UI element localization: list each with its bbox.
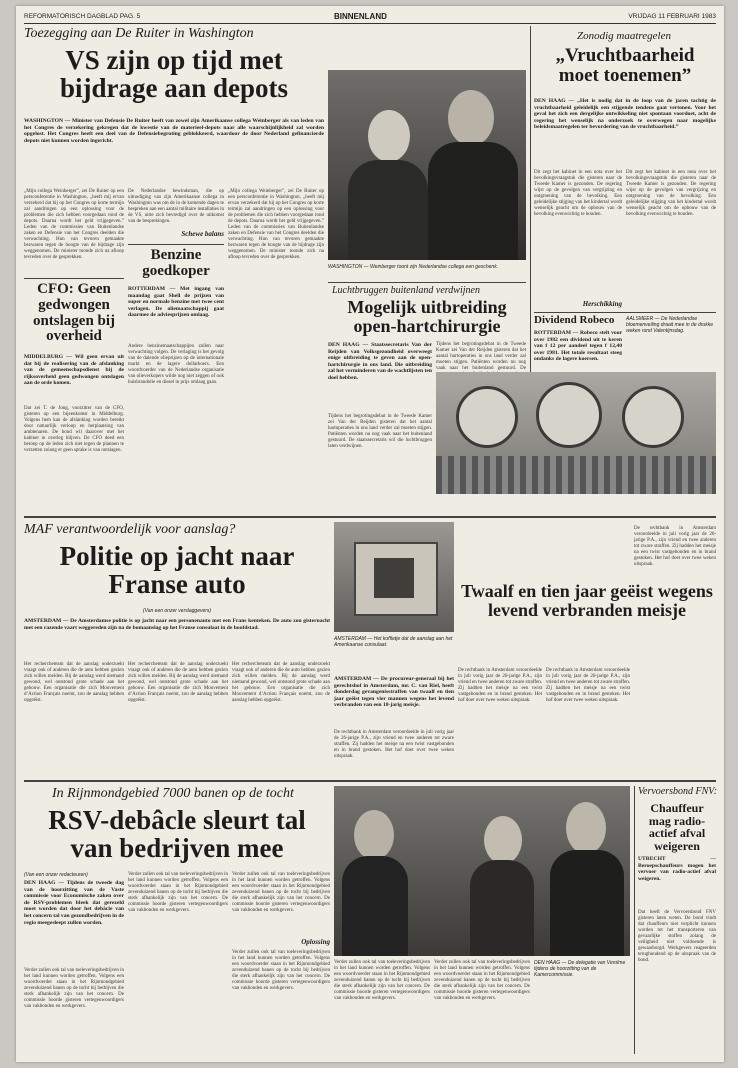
afval-lead: UTRECHT — Beroepschauffeurs mogen het vervoer van radio-actief afval weigeren.: [638, 856, 716, 882]
newspaper-page: [16, 6, 724, 1062]
meisje-body-4: De rechtbank in Amsterdam veroordeelde in juli vorig jaar de 26-jarige P.A., zijn vriend en twee anderen tot zware straffen. Zij hadden het meisje na een twist vastgebonden en in brand gestoken. Het hof doet over twee weken uitspraak.: [634, 526, 716, 567]
photo-hearing: [334, 786, 630, 956]
vrucht-body: Dit zegt het kabinet in een nota over het bevolkingsvraagstuk die gisteren naar de Tweede Kamer is gezonden. De regering wijst op de gevolgen van vergrijzing en ontgroening van de bevolking. Een geleidelijke stijging van het kindertal wordt wenselijk geacht om de opbouw van de bevolking evenwichtig te houden.: [534, 170, 622, 217]
photo-consulate-caption: AMSTERDAM — Het koffietje dat de aanslag aan het Amerikaanse consulaat.: [334, 636, 453, 648]
cfo-lead: MIDDELBURG — Wil geen ervan uit dat bij de realisering van de afslanking van de gemeenschapsdienst bij de rijksoverheid geen gedwongen ontslagen aan de orde komen.: [24, 354, 124, 387]
maf-body-3: Het rechercheteam dat de aanslag onderzoekt vraagt ook of anderen die de auto hebben gezien zich willen melden. Bij de aanslag werd niemand gewond, wel ontstond grote schade aan het gebouw. Een organisatie die zich Mouvement d’Action Français noemt, zou de aanslag hebben opgeëist.: [232, 662, 330, 703]
depots-subhead: Schewe balans: [181, 230, 224, 238]
header-date: VRIJDAG 11 FEBRUARI 1983: [628, 13, 716, 20]
cfo-body: Dat zei T. de Jong, voorzitter van de CFO, gisteren op een bijeenkomst in Middelburg. Volgens hem kan de afslanking worden bereikt door natuurlijk verloop en herplaatsing van ambtenaren. De bond wil daarover met het kabinet in overleg blijven. De CFO deed een beroep op de leden zich niet tegen de plannen te verzetten zolang er geen sprake is van ontslagen.: [24, 406, 124, 453]
header-section: BINNENLAND: [334, 12, 387, 21]
depots-headline: VS zijn op tijd met bijdrage aan depots: [59, 45, 289, 104]
meisje-headline: Twaalf en tien jaar geëist wegens levend verbranden meisje: [461, 581, 713, 620]
aalsmeer-caption: AALSMEER — De Nederlandse bloemenveiling draait mee in de drukke weken rond Valentijnsdag.: [626, 316, 713, 334]
depots-body-2: De Nederlandse bewindsman, die op uitnodiging van zijn Amerikaanse collega in Washington was om de in de komende dagen te bespreken aan een aantal militaire installaties in de VS, uitte zich bevredigd over de uitkomst van de besprekingen.: [128, 189, 224, 224]
vrucht-headline: „Vruchtbaarheid moet toenemen”: [555, 45, 695, 86]
benzine-headline: Benzine goedkoper: [142, 247, 210, 279]
rsv-body-2: Verder zullen ook tal van toeleveringsbedrijven in het land kunnen worden getroffen. Volgens een woordvoerder staan in het Rijnmondgebied zevenduizend banen op de tocht bij bedrijven die sterk afhankelijk zijn van het concern. De commissie hoorde gisteren vertegenwoordigers van vakbonden en werkgevers.: [128, 872, 228, 913]
rsv-body-4: Verder zullen ook tal van toeleveringsbedrijven in het land kunnen worden getroffen. Volgens een woordvoerder staan in het Rijnmondgebied zevenduizend banen op de tocht bij bedrijven die sterk afhankelijk zijn van het concern. De commissie hoorde gisteren vertegenwoordigers van vakbonden en werkgevers.: [232, 950, 330, 991]
meisje-body-2: De rechtbank in Amsterdam veroordeelde in juli vorig jaar de 26-jarige P.A., zijn vriend en twee anderen tot zware straffen. Zij hadden het meisje na een twist vastgebonden en in brand gestoken. Het hof doet over twee weken uitspraak.: [458, 668, 542, 703]
robeco-headline: Dividend Robeco: [534, 314, 615, 326]
photo-weinberger: [328, 70, 526, 260]
vrucht-lead: DEN HAAG — „Het is nodig dat in de loop van de jaren tachtig de vruchtbaarheid geleidelijk een stijgende tendens gaat vertonen. Voor het geval het zich een dergelijke ontwikkeling niet spontaan voordoet, acht de regering het wenselijk na onderzoek te overwegen naar mogelijke beleidsmaatregelen ter bevordering van de vruchtbaarheid.”: [534, 98, 716, 131]
cfo-headline: CFO: Geen gedwongen ontslagen bij overheid: [32, 281, 116, 345]
maf-kicker: MAF verantwoordelijk voor aanslag?: [24, 522, 236, 537]
maf-lead: AMSTERDAM — De Amsterdamse politie is op jacht naar een personenauto met een Frans kenteken. De auto zou gisternacht met een razende vaart weggereden zijn na de bomaanslag op het Franse consulaat in de hoofdstad.: [24, 618, 330, 631]
hart-body-2: Tijdens het begrotingsdebat in de Tweede Kamer zei Van der Reijden gisteren dat het aantal hartoperaties in ons land verder zal moeten stijgen. Patiënten worden nu nog vaak naar het buitenland gestuurd. De: [436, 342, 526, 371]
depots-body-3: „Mijn collega Weinberger”, zei De Ruiter op een persconferentie in Washington, „heeft mij ervan verzekerd dat hij op het Congres op korte termijn zal aandringen op een oplossing voor de problemen die zich hebben voorgedaan rond de depots. Daarna wordt het geld vrijgegeven.” Leden van de commissies van Buitenlandse zaken en Defensie van het Congres deelden die verwachting. Hun van tevoren gemaakte bezwaren tegen de hoogte van de bijdrage zijn weggenomen. De minister toonde zich na afloop tevreden over de gesprekken.: [228, 189, 324, 260]
rsv-lead: DEN HAAG — Tijdens de tweede dag van de hoorzitting van de Vaste commissie voor Economische zaken over de RSV-problemen bleek dat gerezeld moet worden dat door het debâcle van het concern tal van gezondbedrijven in de regio meegesleept zullen worden.: [24, 880, 124, 926]
photo-weinberger-caption: WASHINGTON — Weinberger toont zijn Nederlandse collega een geschenk.: [328, 264, 499, 270]
hart-body: Tijdens het begrotingsdebat in de Tweede Kamer zei Van der Reijden gisteren dat het aantal hartoperaties in ons land verder zal moeten stijgen. Patiënten worden nu nog vaak naar het buitenland gestuurd. De staatssecretaris wil die luchtbruggen laten verdwijnen.: [328, 414, 432, 449]
afval-body: Dat heeft de Vervoersbond FNV gisteren laten weten. De bond vindt dat chauffeurs niet verplicht kunnen worden tot het transporteren van gevaarlijke stoffen zolang de veiligheid niet voldoende is gewaarborgd. Werkgevers reageerden terughoudend op de uitspraak van de bond.: [638, 910, 716, 963]
depots-kicker: Toezegging aan De Ruiter in Washington: [24, 26, 254, 41]
meisje-body-3: De rechtbank in Amsterdam veroordeelde in juli vorig jaar de 26-jarige P.A., zijn vriend en twee anderen tot zware straffen. Zij hadden het meisje na een twist vastgebonden en in brand gestoken. Het hof doet over twee weken uitspraak.: [546, 668, 630, 703]
header-left: REFORMATORISCH DAGBLAD PAG. 5: [24, 13, 141, 20]
meisje-lead: AMSTERDAM — De procureur-generaal bij het gerechtshof in Amsterdam, mr. C. van Riel, heeft donderdag gevangenisstraffen van twaalf en tien jaar geëist tegen vier mannen wegens het levend verbranden van een 18-jarig meisje.: [334, 676, 454, 709]
hart-headline: Mogelijk uitbreiding open-hartchirurgie: [347, 297, 507, 336]
maf-credit: (Van een onzer verslaggevers): [142, 608, 212, 614]
rsv-body: Verder zullen ook tal van toeleveringsbedrijven in het land kunnen worden getroffen. Volgens een woordvoerder staan in het Rijnmondgebied zevenduizend banen op de tocht bij bedrijven die sterk afhankelijk zijn van het concern. De commissie hoorde gisteren vertegenwoordigers van vakbonden en werkgevers.: [24, 968, 124, 1009]
vrucht-subhead: Herschikking: [582, 300, 622, 308]
maf-headline: Politie op jacht naar Franse auto: [59, 541, 295, 600]
rsv-headline: RSV-debâcle sleurt tal van bedrijven mee: [48, 805, 306, 864]
depots-body: „Mijn collega Weinberger”, zei De Ruiter op een persconferentie in Washington, „heeft mij ervan verzekerd dat hij op het Congres op korte termijn zal aandringen op een oplossing voor de problemen die zich hebben voorgedaan rond de depots. Daarna wordt het geld vrijgegeven.” Leden van de commissies van Buitenlandse zaken en Defensie van het Congres deelden die verwachting. Hun van tevoren gemaakte bezwaren tegen de hoogte van de bijdrage zijn weggenomen. De minister toonde zich na afloop tevreden over de gesprekken.: [24, 189, 124, 260]
hart-kicker: Luchtbruggen buitenland verdwijnen: [332, 285, 480, 296]
vrucht-kicker: Zonodig maatregelen: [577, 30, 671, 42]
rsv-body-3: Verder zullen ook tal van toeleveringsbedrijven in het land kunnen worden getroffen. Volgens een woordvoerder staan in het Rijnmondgebied zevenduizend banen op de tocht bij bedrijven die sterk afhankelijk zijn van het concern. De commissie hoorde gisteren vertegenwoordigers van vakbonden en werkgevers.: [232, 872, 330, 913]
rsv-subhead: Oplossing: [301, 938, 330, 946]
afval-headline: Chauffeur mag radio-actief afval weigeren: [648, 801, 706, 853]
depots-lead: WASHINGTON — Minister van Defensie De Ruiter heeft van zowel zijn Amerikaanse collega Weinberger als van leden van het Congres de verzekering gekregen dat de kwestie van de materieel-depots naar alle waarschijnlijkheid zal worden opgelost. Het Congres heeft een deel van de Defensiebegroting geblokkeerd, waardoor de door Nederland gefinancierde depots niet kunnen worden ingericht.: [24, 118, 324, 144]
rsv-body-6: Verder zullen ook tal van toeleveringsbedrijven in het land kunnen worden getroffen. Volgens een woordvoerder staan in het Rijnmondgebied zevenduizend banen op de tocht bij bedrijven die sterk afhankelijk zijn van het concern. De commissie hoorde gisteren vertegenwoordigers van vakbonden en werkgevers.: [434, 960, 530, 1001]
afval-kicker: Vervoersbond FNV:: [638, 786, 718, 797]
hart-lead: DEN HAAG — Staatssecretaris Van der Reijden van Volksgezondheid overweegt enige uitbreiding te geven aan de open-hartchirurgie in ons land. Die uitbreiding zal het verminderen van de wachtlijsten ten doel hebben.: [328, 342, 432, 381]
photo-consulate: [334, 522, 454, 632]
rsv-credit: (Van een onzer redacteuren): [24, 872, 88, 878]
photo-auction: [436, 372, 716, 494]
page-header: [24, 10, 716, 24]
vrucht-body-2: Dit zegt het kabinet in een nota over het bevolkingsvraagstuk die gisteren naar de Tweede Kamer is gezonden. De regering wijst op de gevolgen van vergrijzing en ontgroening van de bevolking. Een geleidelijke stijging van het kindertal wordt wenselijk geacht om de opbouw van de bevolking evenwichtig te houden.: [626, 170, 716, 217]
maf-body: Het rechercheteam dat de aanslag onderzoekt vraagt ook of anderen die de auto hebben gezien zich willen melden. Bij de aanslag werd niemand gewond, wel ontstond grote schade aan het gebouw. Een organisatie die zich Mouvement d’Action Français noemt, zou de aanslag hebben opgeëist.: [24, 662, 124, 703]
robeco-lead: ROTTERDAM — Robeco stelt voor over 1982 een dividend uit te keren van f 12 per aandeel tegen f 12,40 over 1981. Het totale resultaat steeg ondanks de lagere koersen.: [534, 330, 622, 363]
maf-body-2: Het rechercheteam dat de aanslag onderzoekt vraagt ook of anderen die de auto hebben gezien zich willen melden. Bij de aanslag werd niemand gewond, wel ontstond grote schade aan het gebouw. Een organisatie die zich Mouvement d’Action Français noemt, zou de aanslag hebben opgeëist.: [128, 662, 228, 703]
rsv-kicker: In Rijnmondgebied 7000 banen op de tocht: [52, 786, 294, 801]
photo-hearing-caption: DEN HAAG — De delegatie van Verolme tijdens de hoorzitting van de Kamercommissie.: [534, 960, 626, 978]
benzine-body: Andere benzinemaatschappijen zullen naar verwachting volgen. De verlaging is het gevolg van de dalende olieprijzen op de internationale markt en de lagere dollarkoers. Een woordvoerder van de Nederlandse organisatie van olieverkopers wilde nog niet zeggen of ook huisbrandolie en diesel in prijs omlaag gaan.: [128, 344, 224, 385]
rsv-body-5: Verder zullen ook tal van toeleveringsbedrijven in het land kunnen worden getroffen. Volgens een woordvoerder staan in het Rijnmondgebied zevenduizend banen op de tocht bij bedrijven die sterk afhankelijk zijn van het concern. De commissie hoorde gisteren vertegenwoordigers van vakbonden en werkgevers.: [334, 960, 430, 1001]
meisje-body: De rechtbank in Amsterdam veroordeelde in juli vorig jaar de 26-jarige P.A., zijn vriend en twee anderen tot zware straffen. Zij hadden het meisje na een twist vastgebonden en in brand gestoken. Het hof doet over twee weken uitspraak.: [334, 730, 454, 759]
benzine-lead: ROTTERDAM — Met ingang van maandag gaat Shell de prijzen van super en normale benzine met twee cent verlagen. De oliemaatschappij gaat daarmee de adviesprijzen omlaag.: [128, 286, 224, 319]
